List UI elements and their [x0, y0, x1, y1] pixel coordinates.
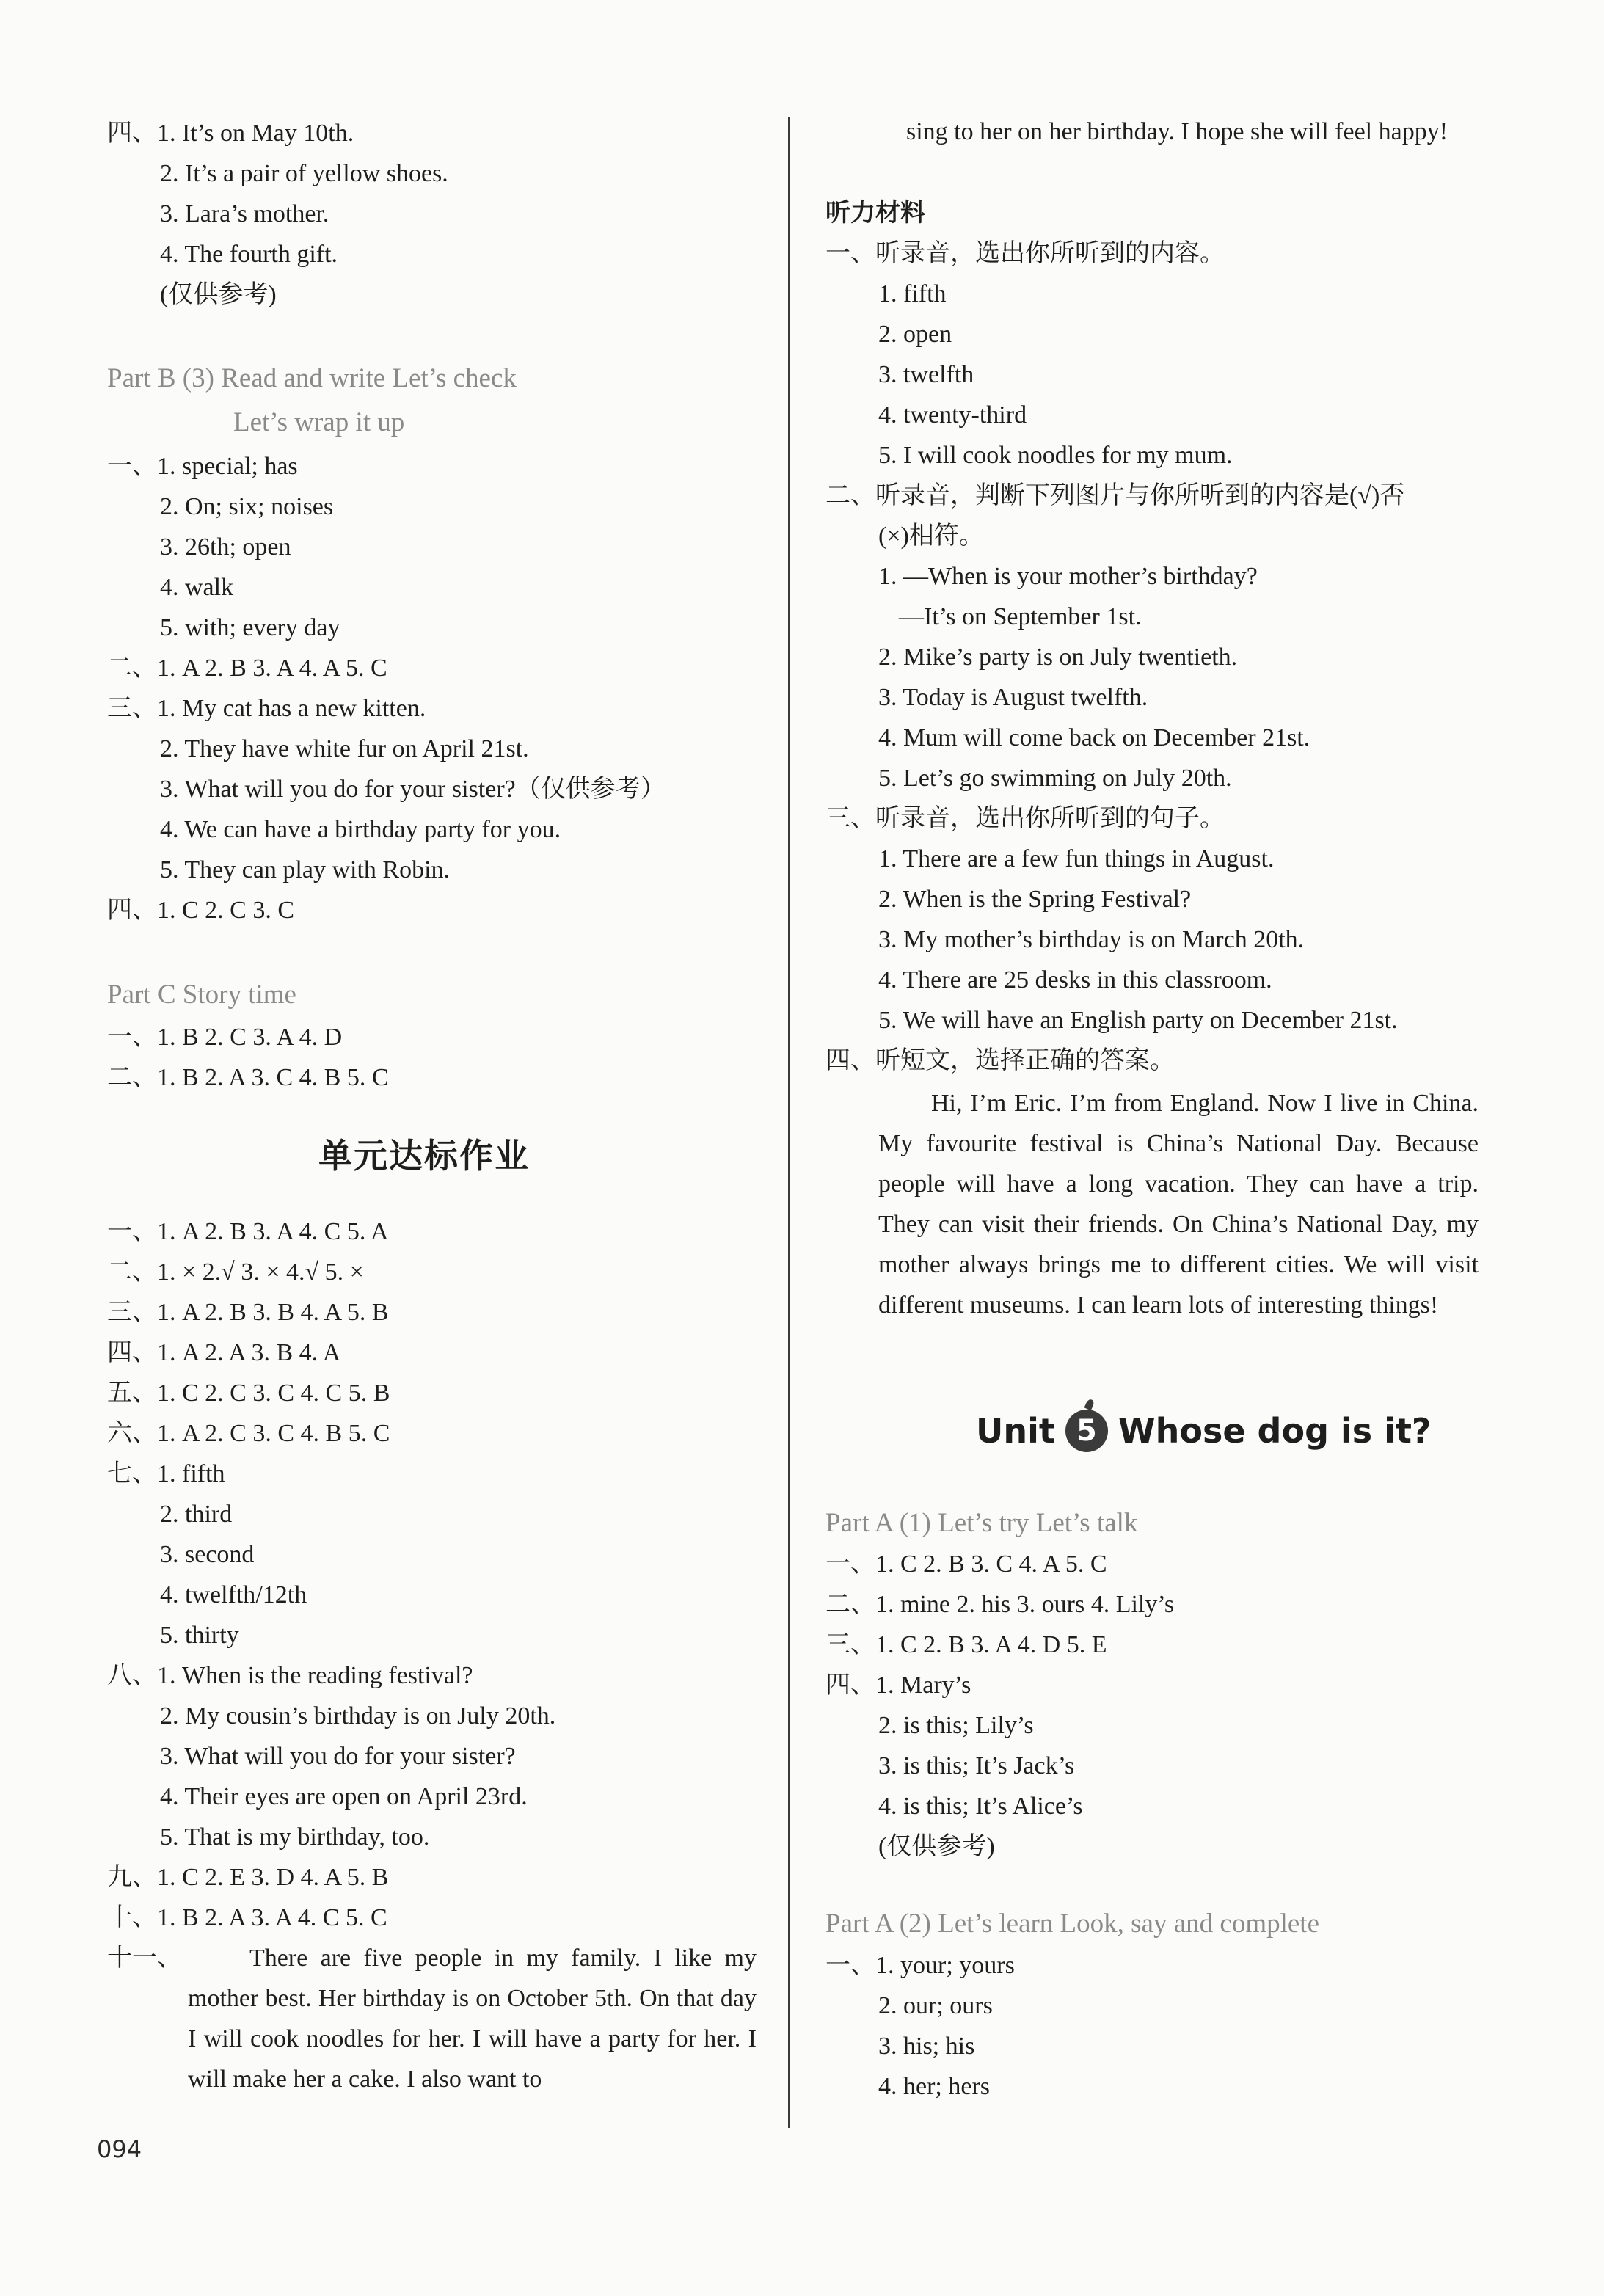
unit-test-q8-line-3: 3. What will you do for your sister?: [160, 1743, 516, 1770]
listening-q3-line-4: 4. There are 25 desks in this classroom.: [878, 966, 1272, 994]
listening-title: 听力材料: [825, 198, 925, 227]
unit-test-title: 单元达标作业: [318, 1136, 530, 1176]
unit-test-q7-line-4: 4. twelfth/12th: [160, 1581, 307, 1608]
unit-test-q3: 三、1. A 2. B 3. B 4. A 5. B: [107, 1299, 389, 1326]
listening-q2-line-1b: —It’s on September 1st.: [899, 603, 1142, 630]
listening-q1-line-4: 4. twenty-third: [878, 401, 1027, 429]
partB3-q1-line-3: 3. 26th; open: [160, 533, 291, 561]
partB3-q4: 四、1. C 2. C 3. C: [107, 897, 295, 924]
section-title-partC: Part C Story time: [107, 980, 296, 1010]
partA1-q3: 三、1. C 2. B 3. A 4. D 5. E: [825, 1631, 1107, 1658]
partB3-q2: 二、1. A 2. B 3. A 4. A 5. C: [107, 655, 387, 682]
partB3-q3-line-1: 三、1. My cat has a new kitten.: [107, 695, 426, 722]
unit-test-q2: 二、1. × 2.√ 3. × 4.√ 5. ×: [107, 1258, 364, 1286]
section-title-partB3-line2: Let’s wrap it up: [233, 407, 405, 437]
listening-q4-text: Hi, I’m Eric. I’m from England. Now I live in China. My favourite festival is China’s National Day. Because people will have a long vacation. They can have a trip. They can visit their friends. On China’s National Day, my mother always brings me to different cities. We will visit different museums. I can learn lots of interesting things!: [878, 1090, 1479, 1319]
unit-test-q7-line-3: 3. second: [160, 1541, 255, 1568]
listening-q2-line-5: 5. Let’s go swimming on July 20th.: [878, 765, 1232, 792]
partB3-q1-line-2: 2. On; six; noises: [160, 493, 334, 520]
listening-q2-title-2: (×)相符。: [878, 522, 984, 550]
partB3-q1-line-1: 一、1. special; has: [107, 453, 298, 480]
listening-q1-title: 一、听录音，选出你所听到的内容。: [825, 240, 1225, 267]
partB3-q1-line-5: 5. with; every day: [160, 614, 340, 641]
listening-q2-line-3: 3. Today is August twelfth.: [878, 684, 1148, 711]
partB3-q1-line-4: 4. walk: [160, 574, 234, 601]
unit5-number-badge: 5: [1065, 1410, 1108, 1452]
unit-test-q11-label: 十一、: [107, 1945, 182, 1972]
listening-q1-line-2: 2. open: [878, 321, 952, 348]
unit-test-q7-line-5: 5. thirty: [160, 1622, 239, 1649]
s4-note: (仅供参考): [160, 281, 277, 308]
unit-test-q1: 一、1. A 2. B 3. A 4. C 5. A: [107, 1218, 389, 1245]
s4-line-2: 2. It’s a pair of yellow shoes.: [160, 160, 448, 187]
unit-test-q5: 五、1. C 2. C 3. C 4. C 5. B: [107, 1380, 390, 1407]
partC-q2: 二、1. B 2. A 3. C 4. B 5. C: [107, 1064, 389, 1091]
column-divider: [788, 117, 790, 2128]
partA2-q1-line-2: 2. our; ours: [878, 1992, 993, 2019]
partA1-q4-line-4: 4. is this; It’s Alice’s: [878, 1793, 1083, 1820]
partA1-q4-line-1: 四、1. Mary’s: [825, 1672, 971, 1699]
listening-q3-line-1: 1. There are a few fun things in August.: [878, 845, 1275, 872]
partA2-q1-line-3: 3. his; his: [878, 2033, 975, 2060]
partB3-q3-line-3: 3. What will you do for your sister?（仅供参考）: [160, 776, 666, 803]
unit-test-q6: 六、1. A 2. C 3. C 4. B 5. C: [107, 1420, 390, 1447]
unit-test-q11-text: There are five people in my family. I like my mother best. Her birthday is on October 5th. On that day I will cook noodles for her. I will have a party for her. I will make her a cake. I also want to: [188, 1945, 757, 2093]
unit5-title-text: Whose dog is it?: [1118, 1411, 1432, 1451]
listening-q3-title: 三、听录音，选出你所听到的句子。: [825, 805, 1225, 832]
unit-test-q8-line-4: 4. Their eyes are open on April 23rd.: [160, 1783, 528, 1810]
partB3-q3-line-5: 5. They can play with Robin.: [160, 856, 451, 883]
listening-q2-title-1: 二、听录音，判断下列图片与你所听到的内容是(√)否: [825, 482, 1405, 509]
listening-q3-line-2: 2. When is the Spring Festival?: [878, 886, 1192, 913]
partA1-q4-line-2: 2. is this; Lily’s: [878, 1712, 1034, 1739]
partC-q1: 一、1. B 2. C 3. A 4. D: [107, 1024, 343, 1051]
section-title-partB3: Part B (3) Read and write Let’s check: [107, 363, 517, 393]
s4-line-3: 3. Lara’s mother.: [160, 200, 329, 227]
partA1-q1: 一、1. C 2. B 3. C 4. A 5. C: [825, 1550, 1107, 1578]
unit-test-q10: 十、1. B 2. A 3. A 4. C 5. C: [107, 1904, 387, 1931]
listening-q1-line-1: 1. fifth: [878, 280, 947, 307]
listening-q3-line-5: 5. We will have an English party on December 21st.: [878, 1007, 1398, 1034]
listening-q4-title: 四、听短文，选择正确的答案。: [825, 1047, 1175, 1074]
unit-test-q8-line-5: 5. That is my birthday, too.: [160, 1823, 430, 1851]
listening-q2-line-2: 2. Mike’s party is on July twentieth.: [878, 644, 1238, 671]
partA2-q1-line-1: 一、1. your; yours: [825, 1952, 1015, 1979]
partA1-q2: 二、1. mine 2. his 3. ours 4. Lily’s: [825, 1591, 1175, 1618]
s4-line-4: 4. The fourth gift.: [160, 241, 338, 268]
partA1-q4-note: (仅供参考): [878, 1833, 995, 1860]
listening-q2-line-1a: 1. —When is your mother’s birthday?: [878, 563, 1258, 590]
partB3-q3-line-4: 4. We can have a birthday party for you.: [160, 816, 561, 843]
unit-test-q8-line-2: 2. My cousin’s birthday is on July 20th.: [160, 1702, 556, 1730]
partA1-q4-line-3: 3. is this; It’s Jack’s: [878, 1752, 1075, 1779]
listening-q3-line-3: 3. My mother’s birthday is on March 20th.: [878, 926, 1305, 953]
unit-test-q8-line-1: 八、1. When is the reading festival?: [107, 1662, 473, 1689]
q11-text-continued: sing to her on her birthday. I hope she will feel happy!: [906, 118, 1448, 145]
unit-test-q9: 九、1. C 2. E 3. D 4. A 5. B: [107, 1864, 389, 1891]
unit-test-q4: 四、1. A 2. A 3. B 4. A: [107, 1339, 341, 1366]
partA2-q1-line-4: 4. her; hers: [878, 2073, 991, 2100]
unit5-title: [976, 1407, 1432, 1455]
section-title-partA1: Part A (1) Let’s try Let’s talk: [825, 1508, 1138, 1538]
listening-q1-line-3: 3. twelfth: [878, 361, 974, 388]
listening-q2-line-4: 4. Mum will come back on December 21st.: [878, 724, 1310, 751]
unit5-word: Unit: [976, 1411, 1055, 1451]
partB3-q3-line-2: 2. They have white fur on April 21st.: [160, 735, 529, 762]
unit-test-q7-line-1: 七、1. fifth: [107, 1460, 225, 1487]
page-number: 094: [97, 2135, 142, 2163]
listening-q1-line-5: 5. I will cook noodles for my mum.: [878, 442, 1233, 469]
section-title-partA2: Part A (2) Let’s learn Look, say and complete: [825, 1909, 1320, 1939]
s4-line-1: 四、1. It’s on May 10th.: [107, 120, 354, 147]
unit-test-q7-line-2: 2. third: [160, 1501, 233, 1528]
